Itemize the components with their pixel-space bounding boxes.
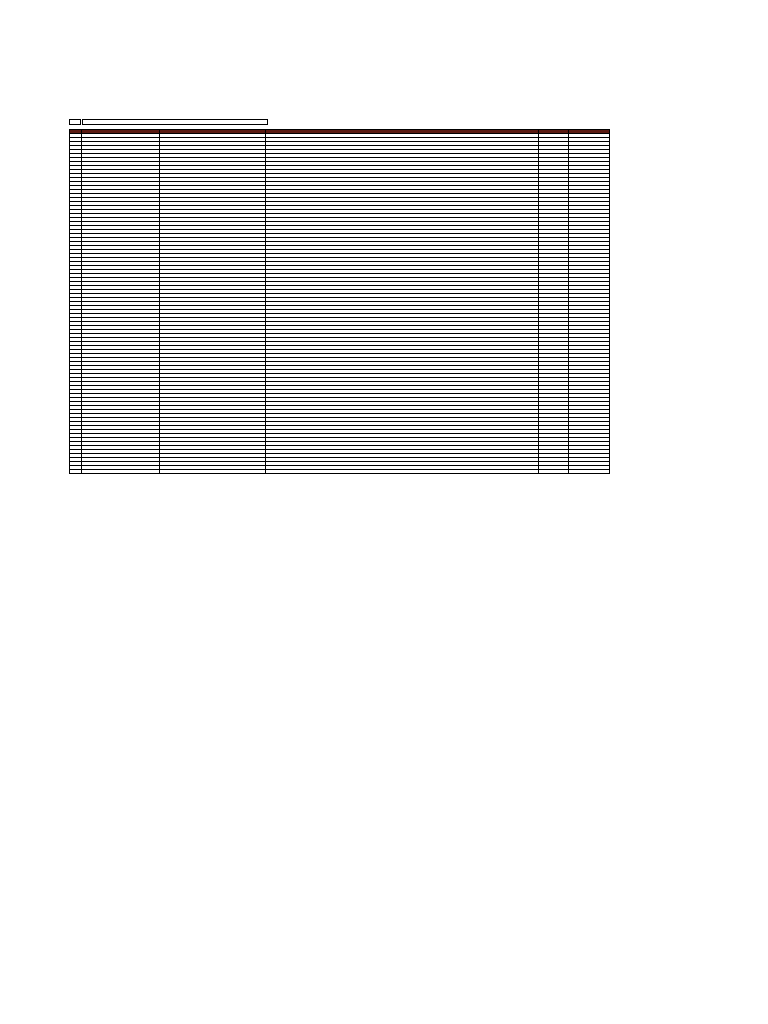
title-row <box>69 119 609 126</box>
table-cell[interactable] <box>539 470 569 474</box>
table-cell[interactable] <box>569 470 610 474</box>
table-row <box>70 470 610 474</box>
title-label-cell[interactable] <box>69 119 81 125</box>
table-cell[interactable] <box>70 470 82 474</box>
table-cell[interactable] <box>266 470 539 474</box>
data-table <box>69 129 610 474</box>
spreadsheet <box>69 119 609 474</box>
table-cell[interactable] <box>82 470 160 474</box>
title-value-cell[interactable] <box>82 119 268 125</box>
table-cell[interactable] <box>160 470 266 474</box>
table-body <box>70 134 610 474</box>
